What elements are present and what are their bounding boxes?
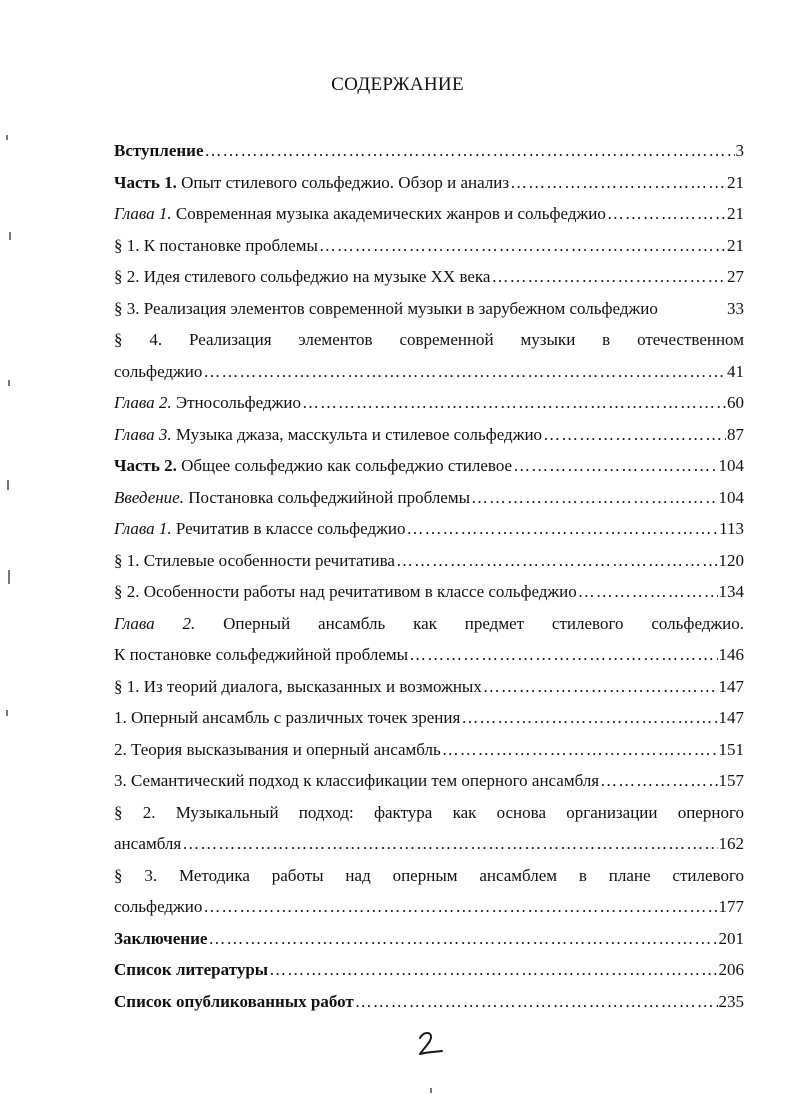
scan-artifact [6, 710, 8, 716]
scan-artifact [8, 380, 10, 386]
scan-artifact [7, 480, 9, 490]
page-title: СОДЕРЖАНИЕ [331, 74, 464, 95]
leader-dots [208, 923, 717, 955]
toc-entry-label: § 1. К постановке проблемы [114, 235, 318, 255]
scan-artifact [8, 570, 10, 584]
toc-entry-label: Музыка джаза, масскульта и стилевое сольфеджио [175, 424, 543, 444]
toc-entry-conclusion[interactable] [114, 923, 744, 955]
toc-page-number: 3 [735, 141, 744, 160]
toc-page-number: 162 [718, 834, 744, 853]
toc-entry-label: § 1. Из теорий диалога, высказанных и возможных [114, 676, 482, 696]
scan-artifact [6, 135, 8, 140]
leader-dots [461, 702, 717, 734]
toc-page-number: 134 [718, 582, 744, 601]
toc-entry-label: § 2. Идея стилевого сольфеджио на музыке XX века [114, 267, 491, 286]
leader-dots [491, 261, 726, 293]
leader-dots [600, 765, 717, 797]
leader-dots [471, 482, 717, 514]
toc-entry-p2-c1-section-2[interactable] [114, 576, 744, 608]
toc-entry-prefix: Часть 2. [114, 456, 177, 475]
leader-dots [442, 734, 718, 766]
leader-dots [513, 450, 717, 482]
toc-entry-label: Речитатив в классе сольфеджио [175, 519, 406, 538]
toc-entry-p2-c2-section-2[interactable] [114, 797, 744, 860]
toc-entry-label-line-2: К постановке сольфеджийной проблемы [114, 645, 409, 664]
toc-entry-p2-c2-s1-item-1[interactable] [114, 702, 744, 734]
toc-entry-label-line-1: Оперный ансамбль как предмет стилевого сольфеджио. [223, 613, 745, 633]
toc-entry-label: Опыт стилевого сольфеджио. Обзор и анализ [181, 172, 510, 192]
leader-dots [407, 513, 719, 545]
leader-dots [510, 167, 726, 199]
toc-page-number: 27 [727, 267, 744, 286]
toc-entry-prefix: Введение. [114, 487, 184, 507]
toc-page-number: 157 [718, 771, 744, 790]
leader-dots [269, 954, 717, 986]
toc-entry-p1-chapter-3[interactable] [114, 419, 744, 451]
toc-entry-label: Вступление [114, 141, 204, 160]
toc-entry-label-line-1: § 2. Музыкальный подход: фактура как основа организации оперного [114, 802, 744, 822]
leader-dots [355, 986, 718, 1018]
toc-page-number: 21 [727, 235, 744, 255]
toc-entry-prefix: Часть 1. [114, 172, 177, 192]
leader-dots [543, 419, 726, 451]
toc-entry-label: Заключение [114, 928, 208, 948]
handwritten-two-glyph [415, 1030, 445, 1058]
toc-entry-label: § 1. Стилевые особенности речитатива [114, 550, 395, 570]
table-of-contents [114, 135, 744, 1017]
toc-entry-label-line-2: ансамбля [114, 834, 182, 853]
toc-entry-p2-c2-s1-item-3[interactable] [114, 765, 744, 797]
toc-entry-label: 1. Оперный ансамбль с различных точек зрения [114, 708, 461, 727]
toc-entry-introduction[interactable] [114, 135, 744, 167]
leader-dots [396, 545, 718, 577]
toc-entry-p1-chapter-1[interactable] [114, 198, 744, 230]
toc-entry-part-1[interactable] [114, 167, 744, 199]
toc-entry-prefix: Глава 1. [114, 519, 172, 538]
toc-entry-label: 2. Теория высказывания и оперный ансамбль [114, 739, 441, 759]
leader-dots [203, 891, 717, 923]
toc-entry-p1-c1-section-3[interactable] [114, 293, 744, 325]
leader-dots [578, 576, 718, 608]
toc-entry-label: Список опубликованных работ [114, 991, 354, 1011]
scan-artifact [430, 1088, 432, 1093]
toc-page-number: 60 [727, 393, 744, 412]
leader-dots [483, 671, 718, 703]
toc-page-number: 147 [718, 708, 744, 727]
toc-entry-p1-c1-section-2[interactable] [114, 261, 744, 293]
toc-entry-p2-chapter-2[interactable] [114, 608, 744, 671]
toc-page-number: 235 [718, 991, 744, 1011]
toc-page-number: 146 [718, 645, 744, 664]
toc-page-number: 206 [718, 960, 744, 979]
toc-page-number: 177 [718, 897, 744, 916]
toc-entry-label: § 3. Реализация элементов современной музыки в зарубежном сольфеджио [114, 298, 658, 318]
toc-page-number: 151 [718, 739, 744, 759]
toc-entry-bibliography[interactable] [114, 954, 744, 986]
toc-entry-prefix: Глава 3. [114, 424, 172, 444]
toc-entry-p2-c1-section-1[interactable] [114, 545, 744, 577]
toc-entry-label-line-1: § 4. Реализация элементов современной музыки в отечественном [114, 330, 744, 349]
toc-entry-label: Современная музыка академических жанров и сольфеджио [175, 204, 606, 223]
toc-entry-p1-chapter-2[interactable] [114, 387, 744, 419]
toc-entry-p2-c2-section-1[interactable] [114, 671, 744, 703]
scan-artifact [9, 232, 11, 240]
toc-page-number: 21 [727, 204, 744, 223]
leader-dots [302, 387, 726, 419]
toc-entry-p1-c1-section-1[interactable] [114, 230, 744, 262]
toc-entry-prefix: Глава 1. [114, 204, 172, 223]
toc-page-number: 113 [719, 519, 744, 538]
toc-page-number: 147 [718, 676, 744, 696]
leader-dots [205, 135, 735, 167]
toc-entry-p2-chapter-1[interactable] [114, 513, 744, 545]
toc-page-number: 201 [718, 928, 744, 948]
toc-page-number: 41 [727, 361, 744, 381]
toc-entry-p1-c1-section-4[interactable] [114, 324, 744, 387]
leader-dots [607, 198, 726, 230]
toc-entry-label-line-2: сольфеджио [114, 361, 203, 381]
toc-entry-part-2[interactable] [114, 450, 744, 482]
toc-entry-label: Общее сольфеджио как сольфеджио стилевое [181, 456, 513, 475]
toc-entry-p2-c2-section-3[interactable] [114, 860, 744, 923]
toc-entry-label-line-2: сольфеджио [114, 897, 203, 916]
leader-dots [319, 230, 726, 262]
toc-entry-p2-c2-s1-item-2[interactable] [114, 734, 744, 766]
toc-entry-p2-introduction[interactable] [114, 482, 744, 514]
leader-dots [182, 828, 717, 860]
toc-page-number: 104 [718, 487, 744, 507]
toc-entry-label: Постановка сольфеджийной проблемы [188, 487, 471, 507]
toc-entry-label: Этносольфеджио [175, 393, 301, 412]
toc-entry-prefix: Глава 2. [114, 613, 196, 633]
toc-page-number: 21 [727, 172, 744, 192]
handwritten-page-number [415, 1030, 445, 1062]
toc-entry-label: Список литературы [114, 960, 269, 979]
toc-entry-publications[interactable] [114, 986, 744, 1018]
leader-dots [409, 639, 717, 671]
leader-dots [203, 356, 726, 388]
toc-page-number: 120 [718, 550, 744, 570]
toc-entry-prefix: Глава 2. [114, 393, 172, 412]
toc-page-number: 87 [727, 424, 744, 444]
toc-page-number: 104 [718, 456, 744, 475]
toc-entry-label-line-1: § 3. Методика работы над оперным ансамблем в плане стилевого [114, 865, 744, 885]
toc-entry-label: § 2. Особенности работы над речитативом в классе сольфеджио [114, 582, 577, 601]
toc-entry-label: 3. Семантический подход к классификации тем оперного ансамбля [114, 771, 600, 790]
toc-page-number: 33 [727, 298, 744, 318]
